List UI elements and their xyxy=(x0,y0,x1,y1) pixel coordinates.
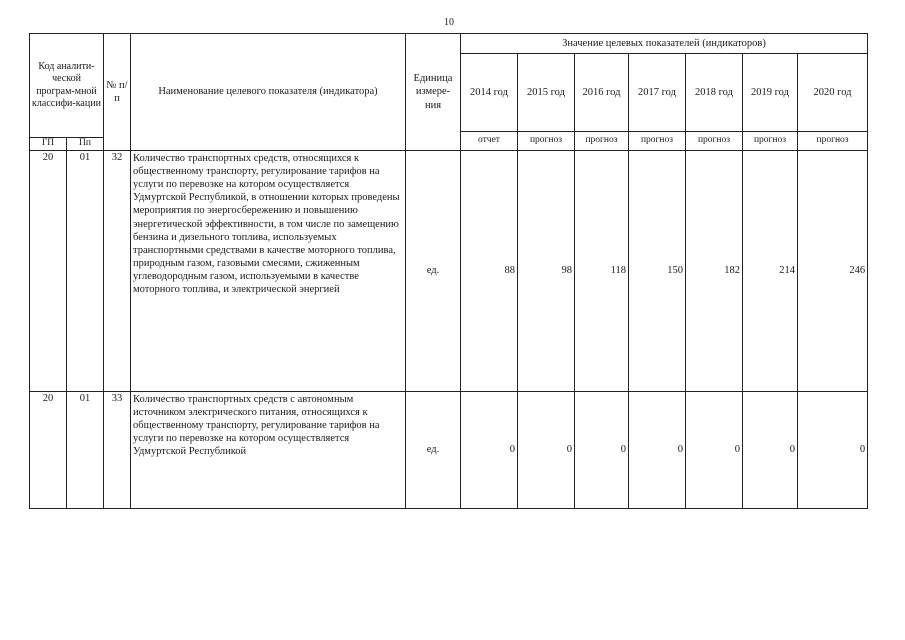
page-number: 10 xyxy=(444,17,454,28)
header-year-type: прогноз xyxy=(798,132,868,151)
row-number: 32 xyxy=(104,150,131,391)
header-indicator-name: Наименование целевого показателя (индикатора) xyxy=(131,34,406,151)
row-value: 0 xyxy=(461,391,518,508)
header-year-type: прогноз xyxy=(518,132,575,151)
header-code-pp: Пп xyxy=(67,138,104,151)
row-pp: 01 xyxy=(67,150,104,391)
row-number: 33 xyxy=(104,391,131,508)
row-value: 88 xyxy=(461,150,518,391)
header-year: 2019 год xyxy=(743,54,798,132)
table-row xyxy=(30,391,868,508)
row-pp: 01 xyxy=(67,391,104,508)
row-value: 0 xyxy=(575,391,629,508)
row-value: 118 xyxy=(575,150,629,391)
row-value: 214 xyxy=(743,150,798,391)
row-indicator-name: Количество транспортных средств с автономным источником электрического питания, относящихся к общественному транспорту, регулирование тарифов на услуги по перевозке на котором осуществляется Удмуртской Республикой xyxy=(131,391,406,508)
header-year: 2017 год xyxy=(629,54,686,132)
row-value: 0 xyxy=(686,391,743,508)
row-value: 246 xyxy=(798,150,868,391)
indicators-table xyxy=(29,33,868,509)
row-unit: ед. xyxy=(406,391,461,508)
header-year: 2015 год xyxy=(518,54,575,132)
row-value: 98 xyxy=(518,150,575,391)
row-value: 182 xyxy=(686,150,743,391)
header-year: 2020 год xyxy=(798,54,868,132)
header-unit: Единица измере-ния xyxy=(406,34,461,151)
row-value: 0 xyxy=(798,391,868,508)
row-unit: ед. xyxy=(406,150,461,391)
header-year-type: отчет xyxy=(461,132,518,151)
header-code-gp: ГП xyxy=(30,138,67,151)
row-value: 0 xyxy=(518,391,575,508)
table-row xyxy=(30,150,868,391)
header-year-type: прогноз xyxy=(629,132,686,151)
header-year-type: прогноз xyxy=(575,132,629,151)
row-gp: 20 xyxy=(30,150,67,391)
header-year: 2014 год xyxy=(461,54,518,132)
header-year: 2018 год xyxy=(686,54,743,132)
row-gp: 20 xyxy=(30,391,67,508)
header-year-type: прогноз xyxy=(686,132,743,151)
row-indicator-name: Количество транспортных средств, относящихся к общественному транспорту, регулирование тарифов на услуги по перевозке на котором осуществляется Удмуртской Республикой, в отношении которых проведены мероприятия по энергосбережению и повышению энергетической эффективности, в том числе по замещению бензина и дизельного топлива, используемых транспортными средствами в качестве моторного топлива, природным газом, газовыми смесями, сжиженным углеводородным газом, используемыми в качестве моторного топлива, и электрической энергией xyxy=(131,150,406,391)
header-year: 2016 год xyxy=(575,54,629,132)
header-values-group: Значение целевых показателей (индикаторов) xyxy=(461,34,868,54)
row-value: 0 xyxy=(743,391,798,508)
header-number: № п/п xyxy=(104,34,131,151)
row-value: 150 xyxy=(629,150,686,391)
header-code-group: Код аналити-ческой програм-мной классифи-кации xyxy=(30,34,104,138)
row-value: 0 xyxy=(629,391,686,508)
header-year-type: прогноз xyxy=(743,132,798,151)
